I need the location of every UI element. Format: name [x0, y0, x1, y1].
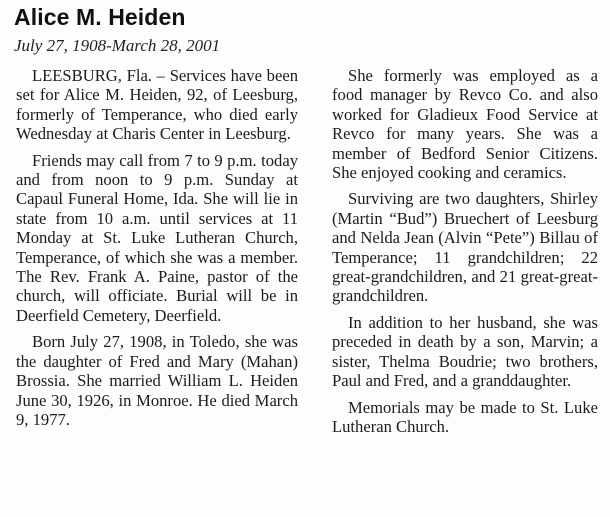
paragraph-employment: She formerly was employed as a food manager by Revco Co. and also worked for Gladieux Food Service at Revco for many years. She was a member of Bedford Senior Citizens. She enjoyed cooking and ceramics.: [332, 66, 598, 183]
obituary-left-column: [16, 66, 298, 436]
obituary-right-column: [332, 66, 598, 443]
paragraph-survivors: Surviving are two daughters, Shirley (Martin “Bud”) Bruechert of Leesburg and Nelda Jean (Alvin “Pete”) Billau of Temperance; 11 grandchildren; 22 great-grandchildren, and 21 great-great-grandchildren.: [332, 189, 598, 306]
paragraph-memorials: Memorials may be made to St. Luke Lutheran Church.: [332, 397, 598, 436]
obituary-dates: July 27, 1908-March 28, 2001: [14, 36, 221, 55]
paragraph-preceded: In addition to her husband, she was preceded in death by a son, Marvin; a sister, Thelma Boudrie; two brothers, Paul and Fred, and a granddaughter.: [332, 312, 598, 391]
paragraph-birth: Born July 27, 1908, in Toledo, she was the daughter of Fred and Mary (Mahan) Brossia. She married William L. Heiden June 30, 1926, in Monroe. He died March 9, 1977.: [16, 332, 298, 429]
paragraph-services: LEESBURG, Fla. – Services have been set for Alice M. Heiden, 92, of Leesburg, formerly of Temperance, who died early Wednesday at Charis Center in Leesburg.: [16, 66, 298, 144]
paragraph-visitation: Friends may call from 7 to 9 p.m. today and from noon to 9 p.m. Sunday at Capaul Funeral Home, Ida. She will lie in state from 10 a.m. until services at 11 Monday at St. Luke Lutheran Church, Temperance, of which she was a member. The Rev. Frank A. Paine, pastor of the church, will officiate. Burial will be in Deerfield Cemetery, Deerfield.: [16, 150, 298, 325]
obituary-name: Alice M. Heiden: [14, 4, 186, 30]
